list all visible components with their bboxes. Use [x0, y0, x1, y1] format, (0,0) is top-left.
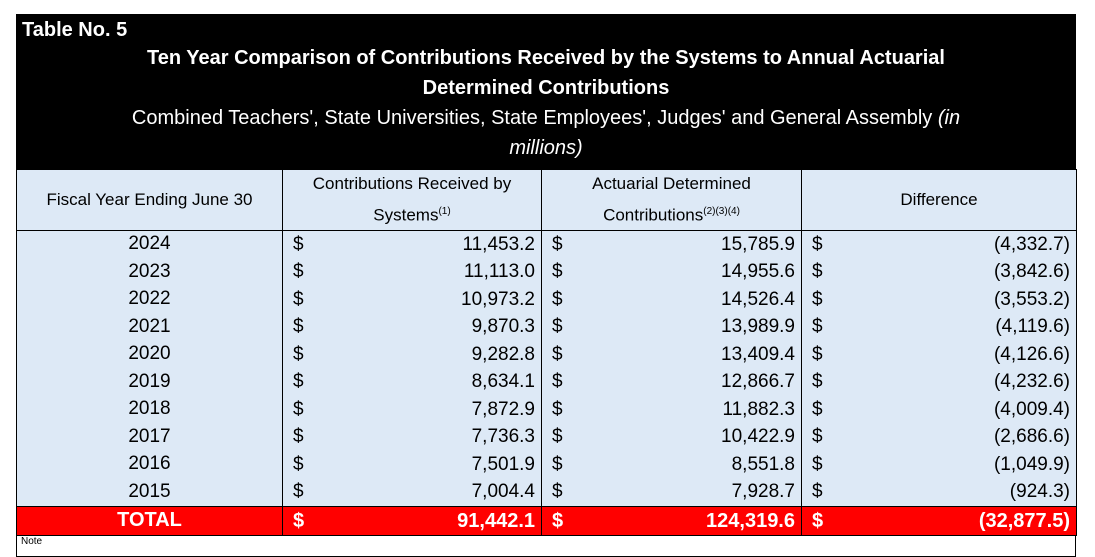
- currency-symbol: $: [552, 261, 563, 283]
- subtitle-text: Combined Teachers', State Universities, State Employees', Judges' and General Assembly: [131, 107, 938, 129]
- contributions-received-cell: [283, 258, 542, 286]
- fiscal-year-cell: 2017: [17, 423, 283, 451]
- header-determined-line1: Actuarial Determined: [592, 174, 751, 193]
- fiscal-year-cell: 2020: [17, 341, 283, 369]
- currency-symbol: $: [812, 343, 823, 365]
- currency-symbol: $: [812, 510, 824, 533]
- table-row: [17, 286, 1077, 314]
- table-row: [17, 368, 1077, 396]
- contributions-received-value: 11,113.0: [463, 261, 535, 283]
- table-row: [17, 478, 1077, 506]
- difference-value: (924.3): [1009, 481, 1070, 503]
- currency-symbol: $: [552, 343, 563, 365]
- table-title-line1: Ten Year Comparison of Contributions Received by the Systems to Annual Actuarial: [147, 47, 945, 69]
- actuarial-determined-value: 11,882.3: [722, 398, 795, 420]
- header-contributions-received: [283, 170, 542, 231]
- contributions-received-cell: [283, 286, 542, 314]
- difference-cell: [802, 313, 1077, 341]
- difference-value: (4,009.4): [993, 398, 1070, 420]
- footnote-ref-1: (1): [438, 206, 451, 217]
- difference-value: (4,119.6): [995, 316, 1070, 338]
- currency-symbol: $: [552, 426, 563, 448]
- actuarial-determined-cell: [542, 286, 802, 314]
- actuarial-determined-value: 7,928.7: [731, 481, 795, 503]
- actuarial-determined-cell: [542, 396, 802, 424]
- subtitle-units-close: millions): [509, 137, 583, 159]
- actuarial-determined-cell: [542, 478, 802, 506]
- actuarial-determined-value: 14,955.6: [721, 261, 795, 283]
- currency-symbol: $: [812, 426, 823, 448]
- currency-symbol: $: [293, 481, 304, 503]
- actuarial-determined-value: 13,409.4: [721, 343, 795, 365]
- header-actuarial-determined: [542, 170, 802, 231]
- difference-value: (4,126.6): [993, 343, 1070, 365]
- contributions-received-cell: [283, 313, 542, 341]
- table-subtitle-line1: [22, 103, 1070, 133]
- header-received-line2: Systems: [373, 205, 439, 225]
- total-difference-value: (32,877.5): [978, 510, 1070, 533]
- difference-cell: [802, 423, 1077, 451]
- difference-value: (3,553.2): [993, 288, 1070, 310]
- currency-symbol: $: [293, 398, 304, 420]
- contributions-received-cell: [283, 478, 542, 506]
- header-received-line1: Contributions Received by: [312, 174, 512, 193]
- table-body: [17, 230, 1077, 506]
- difference-cell: [802, 368, 1077, 396]
- table-row: [17, 423, 1077, 451]
- actuarial-determined-value: 14,526.4: [721, 288, 795, 310]
- actuarial-determined-cell: [542, 423, 802, 451]
- difference-cell: [802, 341, 1077, 369]
- total-determined: [542, 506, 802, 535]
- currency-symbol: $: [552, 371, 563, 393]
- fiscal-year-cell: 2016: [17, 451, 283, 479]
- table-subtitle-line2: [22, 133, 1070, 163]
- currency-symbol: $: [293, 343, 304, 365]
- contributions-received-cell: [283, 368, 542, 396]
- actuarial-determined-cell: [542, 230, 802, 258]
- header-determined-line2: Contributions: [603, 205, 704, 225]
- currency-symbol: $: [552, 233, 563, 255]
- header-difference: Difference: [802, 170, 1077, 231]
- table-row: [17, 396, 1077, 424]
- currency-symbol: $: [812, 288, 823, 310]
- contributions-received-value: 7,004.4: [471, 481, 535, 503]
- currency-symbol: $: [552, 398, 563, 420]
- header-fiscal-year: Fiscal Year Ending June 30: [17, 170, 283, 231]
- fiscal-year-cell: 2021: [17, 313, 283, 341]
- table-number: Table No. 5: [22, 19, 128, 41]
- difference-cell: [802, 286, 1077, 314]
- currency-symbol: $: [812, 316, 823, 338]
- currency-symbol: $: [812, 481, 823, 503]
- fiscal-year-cell: 2015: [17, 478, 283, 506]
- currency-symbol: $: [293, 371, 304, 393]
- table-row: [17, 230, 1077, 258]
- currency-symbol: $: [812, 398, 823, 420]
- actuarial-determined-value: 13,989.9: [721, 316, 795, 338]
- table-row: [17, 313, 1077, 341]
- difference-cell: [802, 230, 1077, 258]
- difference-cell: [802, 258, 1077, 286]
- difference-cell: [802, 396, 1077, 424]
- contributions-received-cell: [283, 451, 542, 479]
- difference-value: (4,332.7): [993, 233, 1070, 255]
- actuarial-determined-value: 15,785.9: [721, 233, 795, 255]
- total-determined-value: 124,319.6: [706, 510, 795, 533]
- currency-symbol: $: [293, 261, 304, 283]
- actuarial-determined-cell: [542, 451, 802, 479]
- contributions-received-value: 7,501.9: [471, 453, 535, 475]
- currency-symbol: $: [552, 453, 563, 475]
- contributions-received-cell: [283, 341, 542, 369]
- fiscal-year-cell: 2018: [17, 396, 283, 424]
- currency-symbol: $: [293, 426, 304, 448]
- contributions-received-value: 9,870.3: [471, 316, 535, 338]
- contributions-received-value: 11,453.2: [462, 233, 535, 255]
- contributions-received-cell: [283, 423, 542, 451]
- currency-symbol: $: [812, 371, 823, 393]
- actuarial-determined-value: 8,551.8: [731, 453, 795, 475]
- table-title-line2: Determined Contributions: [422, 77, 670, 99]
- subtitle-units-open: (in: [937, 107, 961, 129]
- difference-cell: [802, 478, 1077, 506]
- currency-symbol: $: [812, 233, 823, 255]
- contributions-received-value: 8,634.1: [471, 371, 535, 393]
- table-document: [16, 14, 1076, 557]
- currency-symbol: $: [552, 288, 563, 310]
- currency-symbol: $: [552, 481, 563, 503]
- actuarial-determined-value: 12,866.7: [721, 371, 795, 393]
- contributions-received-value: 10,973.2: [461, 288, 535, 310]
- actuarial-determined-cell: [542, 368, 802, 396]
- total-received: [283, 506, 542, 535]
- table-row: [17, 341, 1077, 369]
- currency-symbol: $: [293, 453, 304, 475]
- actuarial-determined-cell: [542, 341, 802, 369]
- currency-symbol: $: [812, 261, 823, 283]
- total-label: TOTAL: [17, 506, 283, 535]
- actuarial-determined-cell: [542, 313, 802, 341]
- contributions-received-cell: [283, 230, 542, 258]
- footnote-ref-2-3-4: (2)(3)(4): [703, 206, 740, 217]
- table-row: [17, 258, 1077, 286]
- total-received-value: 91,442.1: [457, 510, 535, 533]
- contributions-received-value: 9,282.8: [471, 343, 535, 365]
- currency-symbol: $: [293, 288, 304, 310]
- contributions-received-cell: [283, 396, 542, 424]
- contributions-received-value: 7,872.9: [471, 398, 535, 420]
- notes-label: Note: [21, 535, 43, 547]
- difference-value: (1,049.9): [993, 453, 1070, 475]
- total-row: [17, 506, 1077, 535]
- currency-symbol: $: [293, 316, 304, 338]
- contributions-received-value: 7,736.3: [471, 426, 535, 448]
- currency-symbol: $: [293, 233, 304, 255]
- fiscal-year-cell: 2019: [17, 368, 283, 396]
- currency-symbol: $: [293, 510, 305, 533]
- difference-value: (2,686.6): [993, 426, 1070, 448]
- table-row: [17, 451, 1077, 479]
- actuarial-determined-value: 10,422.9: [721, 426, 795, 448]
- fiscal-year-cell: 2023: [17, 258, 283, 286]
- fiscal-year-cell: 2022: [17, 286, 283, 314]
- fiscal-year-cell: 2024: [17, 230, 283, 258]
- contributions-table: [16, 169, 1077, 536]
- difference-cell: [802, 451, 1077, 479]
- difference-value: (4,232.6): [993, 371, 1070, 393]
- title-block: [16, 14, 1076, 169]
- currency-symbol: $: [552, 510, 564, 533]
- currency-symbol: $: [552, 316, 563, 338]
- difference-value: (3,842.6): [993, 261, 1070, 283]
- header-row: [17, 170, 1077, 231]
- total-difference: [802, 506, 1077, 535]
- currency-symbol: $: [812, 453, 823, 475]
- actuarial-determined-cell: [542, 258, 802, 286]
